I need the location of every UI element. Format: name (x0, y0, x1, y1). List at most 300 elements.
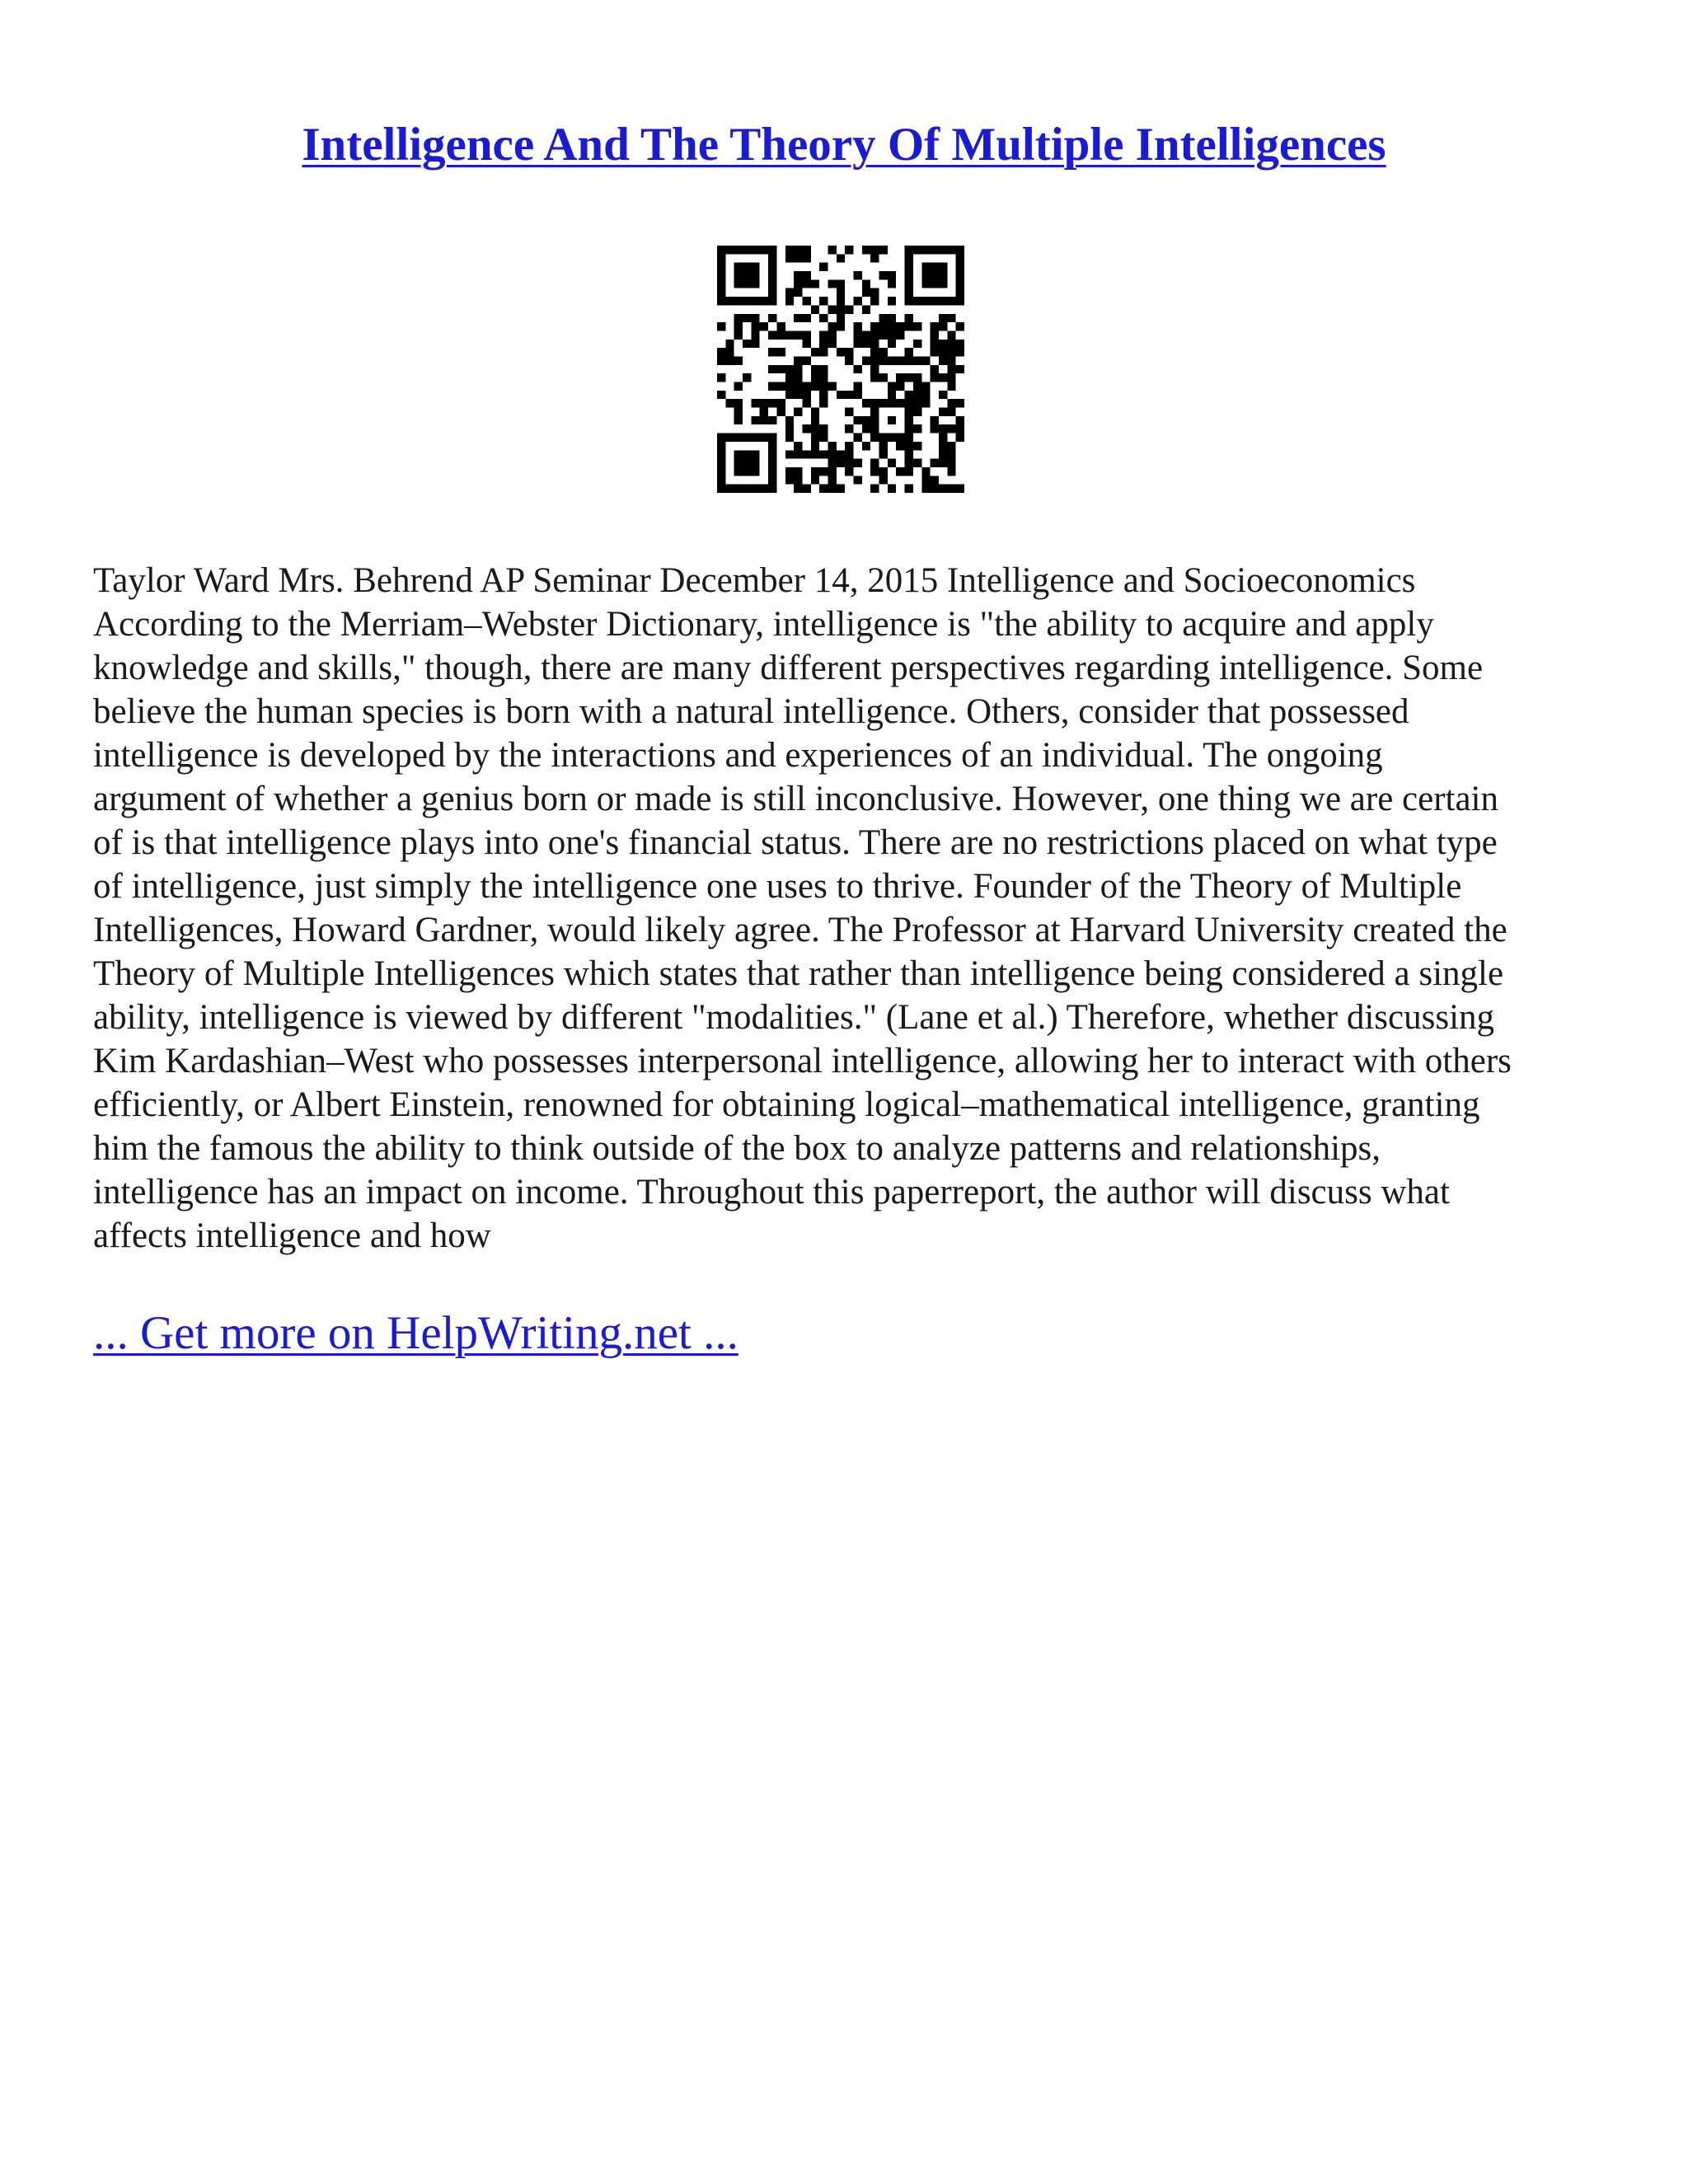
qr-module (819, 365, 828, 373)
qr-module (845, 348, 853, 356)
qr-module (956, 340, 964, 348)
qr-module (828, 467, 836, 476)
qr-module (905, 485, 913, 493)
body-line: Theory of Multiple Intelligences which states that rather than intelligence being considered a single (93, 954, 1504, 993)
qr-module (717, 279, 725, 288)
qr-module (939, 279, 947, 288)
qr-module (751, 314, 759, 322)
qr-module (905, 279, 913, 288)
qr-module (785, 476, 794, 484)
qr-module (811, 450, 819, 458)
qr-module (888, 330, 896, 339)
qr-module (811, 365, 819, 373)
qr-module (921, 297, 930, 305)
qr-module (947, 356, 955, 364)
qr-module (828, 340, 836, 348)
qr-module (870, 322, 879, 330)
get-more-link[interactable]: ... Get more on HelpWriting.net ... (93, 1307, 738, 1359)
qr-module (760, 434, 768, 442)
qr-module (947, 246, 955, 254)
body-line: efficiently, or Albert Einstein, renowned for obtaining logical–mathematical intelligence, granting (93, 1085, 1480, 1124)
qr-module (717, 467, 725, 476)
qr-module (837, 297, 845, 305)
qr-module (734, 279, 743, 288)
qr-module (734, 314, 743, 322)
qr-module (879, 434, 888, 442)
qr-module (794, 279, 802, 288)
qr-module (734, 485, 743, 493)
qr-module (854, 340, 862, 348)
qr-module (802, 314, 810, 322)
qr-module (879, 314, 888, 322)
qr-module (905, 442, 913, 450)
qr-module (870, 408, 879, 416)
qr-module (717, 476, 725, 484)
qr-module (802, 330, 810, 339)
qr-module (947, 450, 955, 458)
qr-module (776, 399, 785, 407)
qr-module (879, 322, 888, 330)
qr-module (870, 434, 879, 442)
qr-module (862, 356, 870, 364)
qr-module (956, 246, 964, 254)
qr-module (913, 246, 921, 254)
qr-module (802, 340, 810, 348)
qr-module (768, 263, 776, 271)
qr-module (931, 485, 939, 493)
qr-module (870, 288, 879, 297)
qr-module (947, 399, 955, 407)
qr-module (785, 416, 794, 424)
qr-module (768, 476, 776, 484)
qr-module (768, 297, 776, 305)
body-line: knowledge and skills," though, there are many different perspectives regarding intelligence. Some (93, 649, 1484, 687)
body-line: believe the human species is born with a natural intelligence. Others, consider that possessed (93, 692, 1409, 731)
qr-module (837, 391, 845, 399)
qr-module (939, 271, 947, 279)
qr-module (905, 459, 913, 467)
qr-module (939, 459, 947, 467)
qr-module (828, 246, 836, 254)
qr-module (785, 246, 794, 254)
qr-module (819, 340, 828, 348)
qr-module (947, 442, 955, 450)
qr-module (785, 297, 794, 305)
qr-module (734, 467, 743, 476)
qr-module (802, 246, 810, 254)
qr-module (896, 322, 904, 330)
qr-module (879, 476, 888, 484)
qr-module (837, 254, 845, 262)
qr-module (913, 340, 921, 348)
qr-module (717, 459, 725, 467)
qr-module (956, 263, 964, 271)
qr-module (785, 434, 794, 442)
qr-module (768, 416, 776, 424)
qr-module (725, 399, 734, 407)
qr-module (896, 442, 904, 450)
qr-module (947, 382, 955, 391)
qr-module (939, 356, 947, 364)
qr-module (913, 408, 921, 416)
qr-module (854, 365, 862, 373)
qr-module (776, 322, 785, 330)
qr-module (768, 365, 776, 373)
qr-module (870, 254, 879, 262)
qr-module (939, 442, 947, 450)
qr-module (845, 408, 853, 416)
qr-module (768, 459, 776, 467)
qr-module (921, 399, 930, 407)
qr-module (802, 271, 810, 279)
qr-module (879, 246, 888, 254)
qr-module (768, 442, 776, 450)
qr-module (854, 459, 862, 467)
qr-module (921, 271, 930, 279)
qr-module (905, 356, 913, 364)
qr-module (819, 314, 828, 322)
qr-module (854, 391, 862, 399)
qr-module (956, 288, 964, 297)
qr-module (947, 297, 955, 305)
qr-module (717, 373, 725, 382)
qr-module (802, 254, 810, 262)
qr-module (845, 391, 853, 399)
qr-module (939, 424, 947, 433)
qr-module (905, 314, 913, 322)
qr-module (743, 314, 751, 322)
body-line: intelligence has an impact on income. Throughout this paperreport, the author will discuss what (93, 1173, 1450, 1212)
qr-module (896, 382, 904, 391)
qr-module (768, 348, 776, 356)
qr-module (956, 399, 964, 407)
qr-module (751, 263, 759, 271)
qr-module (785, 391, 794, 399)
qr-module (785, 382, 794, 391)
qr-module (794, 271, 802, 279)
qr-module (751, 459, 759, 467)
qr-module (862, 442, 870, 450)
qr-module (845, 450, 853, 458)
qr-module (888, 271, 896, 279)
qr-module (956, 254, 964, 262)
qr-module (819, 348, 828, 356)
qr-module (870, 416, 879, 424)
qr-module (828, 476, 836, 484)
qr-module (854, 330, 862, 339)
qr-module (913, 391, 921, 399)
qr-module (939, 408, 947, 416)
qr-module (921, 476, 930, 484)
body-line: of intelligence, just simply the intelligence one uses to thrive. Founder of the Theory of Multiple (93, 867, 1462, 906)
qr-module (794, 476, 802, 484)
qr-module (751, 467, 759, 476)
body-line: intelligence is developed by the interactions and experiences of an individual. The ongoing (93, 736, 1383, 775)
qr-module (819, 330, 828, 339)
qr-module (734, 297, 743, 305)
qr-module (785, 288, 794, 297)
qr-module (717, 322, 725, 330)
qr-module (879, 450, 888, 458)
qr-module (794, 356, 802, 364)
qr-module (905, 348, 913, 356)
qr-module (717, 434, 725, 442)
qr-module (743, 485, 751, 493)
qr-module (785, 450, 794, 458)
qr-module (862, 399, 870, 407)
qr-module (888, 279, 896, 288)
qr-module (947, 314, 955, 322)
qr-module (931, 279, 939, 288)
qr-module (947, 485, 955, 493)
qr-module (870, 424, 879, 433)
qr-module (956, 297, 964, 305)
qr-module (734, 450, 743, 458)
qr-module (751, 246, 759, 254)
qr-module (828, 279, 836, 288)
qr-module (811, 467, 819, 476)
qr-module (794, 442, 802, 450)
qr-module (931, 373, 939, 382)
qr-module (837, 279, 845, 288)
page-title (0, 114, 1688, 176)
qr-module (794, 314, 802, 322)
qr-module (947, 365, 955, 373)
qr-module (921, 391, 930, 399)
qr-module (717, 391, 725, 399)
qr-module (905, 450, 913, 458)
qr-module (802, 382, 810, 391)
qr-module (854, 297, 862, 305)
qr-module (717, 348, 725, 356)
qr-module (862, 279, 870, 288)
qr-module (725, 340, 734, 348)
qr-module (760, 399, 768, 407)
qr-module (828, 485, 836, 493)
qr-module (870, 365, 879, 373)
qr-module (931, 271, 939, 279)
qr-module (947, 459, 955, 467)
qr-module (905, 391, 913, 399)
qr-module (947, 340, 955, 348)
qr-module (921, 246, 930, 254)
qr-module (913, 442, 921, 450)
qr-module (888, 297, 896, 305)
qr-module (862, 246, 870, 254)
qr-module (939, 297, 947, 305)
qr-module (811, 434, 819, 442)
qr-module (905, 263, 913, 271)
qr-module (888, 322, 896, 330)
qr-module (776, 365, 785, 373)
qr-module (854, 271, 862, 279)
qr-module (931, 416, 939, 424)
qr-module (931, 459, 939, 467)
qr-module (717, 271, 725, 279)
qr-module (802, 356, 810, 364)
qr-module (768, 485, 776, 493)
qr-module (734, 330, 743, 339)
qr-module (862, 424, 870, 433)
qr-module (743, 467, 751, 476)
qr-module (870, 297, 879, 305)
qr-module (854, 434, 862, 442)
qr-module (768, 288, 776, 297)
qr-module (717, 297, 725, 305)
qr-module (776, 382, 785, 391)
qr-module (785, 467, 794, 476)
qr-module (785, 254, 794, 262)
qr-module (768, 450, 776, 458)
qr-module (837, 288, 845, 297)
qr-module (794, 365, 802, 373)
qr-module (905, 322, 913, 330)
qr-module (921, 382, 930, 391)
qr-module (905, 399, 913, 407)
qr-module (913, 459, 921, 467)
qr-module (905, 288, 913, 297)
qr-module (931, 330, 939, 339)
qr-module (802, 485, 810, 493)
qr-module (854, 382, 862, 391)
qr-module (717, 288, 725, 297)
qr-module (956, 271, 964, 279)
qr-module (725, 348, 734, 356)
qr-module (734, 246, 743, 254)
qr-module (931, 322, 939, 330)
qr-module (743, 434, 751, 442)
qr-module (811, 408, 819, 416)
qr-module (896, 330, 904, 339)
qr-module (947, 467, 955, 476)
qr-module (734, 322, 743, 330)
qr-module (811, 279, 819, 288)
qr-module (939, 373, 947, 382)
qr-module (931, 365, 939, 373)
qr-module (794, 408, 802, 416)
qr-module (939, 340, 947, 348)
qr-module (743, 279, 751, 288)
qr-module (870, 348, 879, 356)
qr-module (828, 305, 836, 313)
qr-module (913, 322, 921, 330)
qr-code-graphic (717, 246, 964, 493)
qr-module (828, 322, 836, 330)
qr-module (819, 382, 828, 391)
qr-module (879, 271, 888, 279)
qr-module (837, 485, 845, 493)
qr-module (888, 434, 896, 442)
qr-module (725, 434, 734, 442)
qr-module (947, 348, 955, 356)
body-line: of is that intelligence plays into one's financial status. There are no restrictions placed on what type (93, 823, 1498, 862)
qr-module (956, 365, 964, 373)
qr-module (734, 434, 743, 442)
qr-module (828, 450, 836, 458)
qr-module (819, 485, 828, 493)
qr-module (913, 382, 921, 391)
qr-module (734, 399, 743, 407)
qr-module (785, 365, 794, 373)
qr-module (743, 263, 751, 271)
body-line: According to the Merriam–Webster Dictionary, intelligence is "the ability to acquire and apply (93, 605, 1434, 644)
body-line: ability, intelligence is viewed by different "modalities." (Lane et al.) Therefore, whether discussing (93, 998, 1495, 1037)
qr-module (819, 297, 828, 305)
qr-module (862, 340, 870, 348)
qr-module (939, 263, 947, 271)
qr-module (905, 416, 913, 424)
qr-module (845, 467, 853, 476)
qr-module (845, 356, 853, 364)
qr-module (862, 416, 870, 424)
qr-module (794, 373, 802, 382)
qr-module (931, 246, 939, 254)
qr-module (870, 373, 879, 382)
qr-module (879, 356, 888, 364)
qr-module (768, 330, 776, 339)
qr-module (751, 340, 759, 348)
qr-module (751, 322, 759, 330)
qr-module (888, 314, 896, 322)
qr-module (751, 416, 759, 424)
qr-module (939, 246, 947, 254)
qr-module (794, 382, 802, 391)
body-line: him the famous the ability to think outside of the box to analyze patterns and relationships, (93, 1129, 1381, 1168)
qr-module (734, 263, 743, 271)
qr-module (794, 450, 802, 458)
qr-module (870, 356, 879, 364)
qr-module (811, 424, 819, 433)
qr-module (947, 424, 955, 433)
qr-module (931, 424, 939, 433)
qr-module (717, 254, 725, 262)
qr-module (768, 279, 776, 288)
qr-module (717, 485, 725, 493)
qr-module (862, 288, 870, 297)
qr-module (879, 442, 888, 450)
qr-module (802, 424, 810, 433)
qr-module (768, 246, 776, 254)
qr-module (896, 373, 904, 382)
qr-module (879, 399, 888, 407)
qr-module (913, 399, 921, 407)
qr-module (921, 485, 930, 493)
body-line: Taylor Ward Mrs. Behrend AP Seminar December 14, 2015 Intelligence and Socioeconomics (93, 561, 1416, 600)
title-link[interactable]: Intelligence And The Theory Of Multiple Intelligences (302, 119, 1386, 171)
qr-module (921, 356, 930, 364)
qr-module (768, 314, 776, 322)
qr-module (956, 322, 964, 330)
qr-module (811, 373, 819, 382)
qr-module (939, 485, 947, 493)
qr-module (870, 485, 879, 493)
qr-module (947, 408, 955, 416)
body-line: Kim Kardashian–West who possesses interpersonal intelligence, allowing her to interact with others (93, 1042, 1512, 1080)
qr-module (717, 246, 725, 254)
qr-module (905, 424, 913, 433)
qr-module (760, 297, 768, 305)
qr-module (947, 373, 955, 382)
qr-module (717, 450, 725, 458)
more-link-container (93, 1302, 738, 1365)
qr-module (845, 459, 853, 467)
qr-module (811, 442, 819, 450)
qr-module (751, 450, 759, 458)
qr-module (760, 485, 768, 493)
qr-module (870, 467, 879, 476)
qr-module (743, 271, 751, 279)
qr-module (794, 467, 802, 476)
